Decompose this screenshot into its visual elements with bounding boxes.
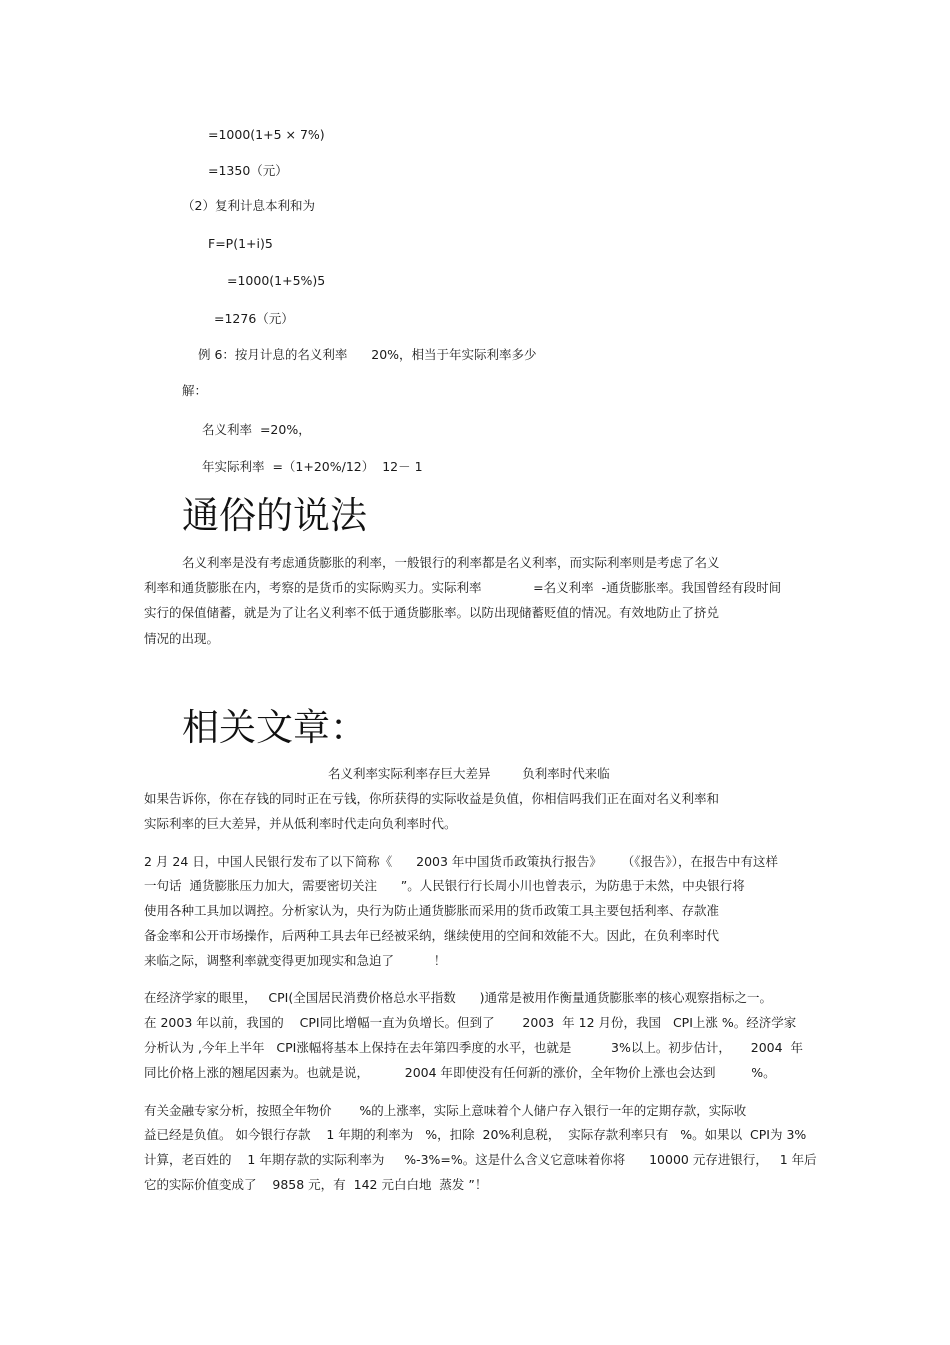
section1-line-4: 情况的出现。 <box>144 631 220 646</box>
section-heading-plain-explanation: 通俗的说法 <box>182 494 367 537</box>
formula-simple-line2: =1000(1+5 × 7%) <box>208 127 325 142</box>
formula-compound-line1: F=P(1+i)5 <box>208 236 273 251</box>
example6-annual-rate: 年实际利率 =（1+20%/12） 12－ 1 <box>202 459 423 474</box>
para4-line-1: 有关金融专家分析，按照全年物价 %的上涨率，实际上意味着个人储户存入银行一年的定期存款，实际收 <box>144 1103 747 1118</box>
para3-line-2: 在 2003 年以前，我国的 CPI同比增幅一直为负增长。但到了 2003 年 12 月份，我国 CPI上涨 %。经济学家 <box>144 1015 797 1030</box>
para1-line-2: 实际利率的巨大差异，并从低利率时代走向负利率时代。 <box>144 816 457 831</box>
para4-line-4: 它的实际价值变成了 9858 元，有 142 元白白地 蒸发 ”！ <box>144 1177 488 1192</box>
para4-line-3: 计算，老百姓的 1 年期存款的实际利率为 %-3%=%。这是什么含义它意味着你将 10000 元存进银行， 1 年后 <box>144 1152 817 1167</box>
para2-line-4: 备金率和公开市场操作，后两种工具去年已经被采纳，继续使用的空间和效能不大。因此，在负利率时代 <box>144 928 720 943</box>
para4-line-2: 益已经是负值。 如今银行存款 1 年期的利率为 %，扣除 20%利息税， 实际存款利率只有 %。如果以 CPI为 3% <box>144 1127 807 1142</box>
para3-line-3: 分析认为 ,今年上半年 CPI涨幅将基本上保持在去年第四季度的水平，也就是 3%以上。初步估计， 2004 年 <box>144 1040 804 1055</box>
example6-answer-label: 解： <box>182 383 208 398</box>
formula-simple-line3: =1350（元） <box>208 163 288 178</box>
para2-line-3: 使用各种工具加以调控。分析家认为，央行为防止通货膨胀而采用的货币政策工具主要包括利率、存款准 <box>144 903 720 918</box>
formula-compound-line3: =1276（元） <box>214 311 294 326</box>
para3-line-4: 同比价格上涨的翘尾因素为。也就是说， 2004 年即使没有任何新的涨价，全年物价上涨也会达到 %。 <box>144 1065 776 1080</box>
formula-compound-line2: =1000(1+5%)5 <box>227 273 326 288</box>
compound-title: （2）复利计息本利和为 <box>182 198 315 213</box>
para2-line-2: 一句话 通货膨胀压力加大，需要密切关注 ”。人民银行行长周小川也曾表示，为防患于未然，中央银行将 <box>144 878 745 893</box>
example6-nominal-rate: 名义利率 =20%， <box>202 422 311 437</box>
section1-line-3: 实行的保值储蓄，就是为了让名义利率不低于通货膨胀率。以防出现储蓄贬值的情况。有效地防止了挤兑 <box>144 605 720 620</box>
para3-line-1: 在经济学家的眼里， CPI(全国居民消费价格总水平指数 )通常是被用作衡量通货膨胀率的核心观察指标之一。 <box>144 990 772 1005</box>
section1-line-1: 名义利率是没有考虑通货膨胀的利率，一般银行的利率都是名义利率，而实际利率则是考虑了名义 <box>182 555 720 570</box>
article-title: 名义利率实际利率存巨大差异 负利率时代来临 <box>328 766 610 781</box>
example6-question: 例 6：按月计息的名义利率 20%，相当于年实际利率多少 <box>198 347 537 362</box>
para1-line-1: 如果告诉你，你在存钱的同时正在亏钱，你所获得的实际收益是负值，你相信吗我们正在面对名义利率和 <box>144 791 720 806</box>
section-heading-related-articles: 相关文章： <box>182 706 367 749</box>
para2-line-5: 来临之际，调整利率就变得更加现实和急迫了 ！ <box>144 953 447 968</box>
para2-line-1: 2 月 24 日，中国人民银行发布了以下简称《 2003 年中国货币政策执行报告》 （《报告》），在报告中有这样 <box>144 854 779 869</box>
section1-line-2: 利率和通货膨胀在内，考察的是货币的实际购买力。实际利率 =名义利率 -通货膨胀率。我国曾经有段时间 <box>144 580 782 595</box>
